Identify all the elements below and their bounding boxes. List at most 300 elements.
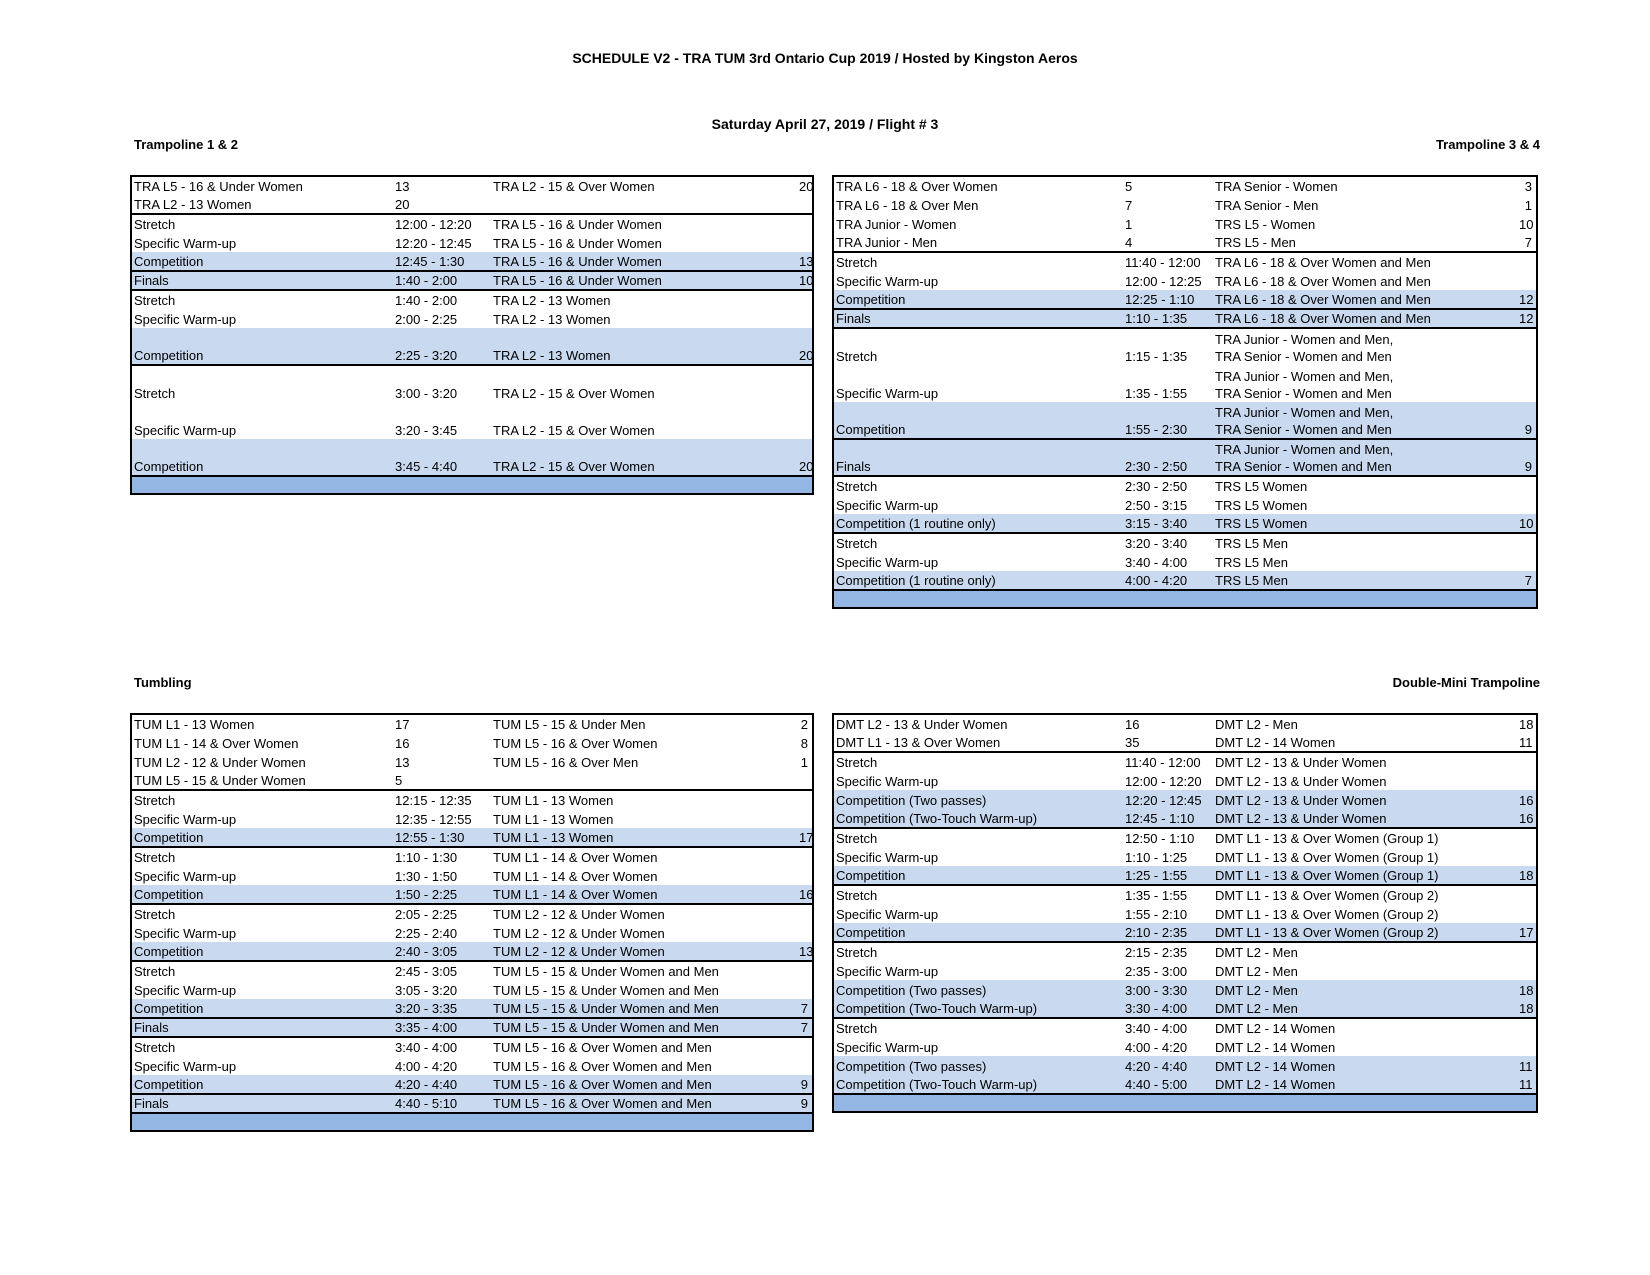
phase-cell: Stretch	[833, 942, 1123, 961]
event-cell: TUM L1 - 14 & Over Women	[491, 885, 797, 904]
event-cell: TRA L2 - 13 Women	[491, 328, 797, 365]
schedule-row	[833, 476, 1537, 495]
phase-cell: Competition (1 routine only)	[833, 571, 1123, 590]
athlete-count: 12	[1517, 309, 1537, 328]
header-row	[131, 771, 813, 790]
schedule-row	[833, 961, 1537, 980]
event-cell: DMT L2 - 14 Women	[1215, 1040, 1336, 1055]
athlete-count	[797, 309, 813, 328]
event-line-2: TRA Senior - Women and Men	[1215, 349, 1392, 364]
event-cell: TRA L5 - 16 & Under Women	[491, 252, 797, 271]
footer-cell	[1213, 1094, 1517, 1112]
footer-cell	[1123, 590, 1213, 608]
header-event: TRS L5 - Women	[1215, 217, 1316, 232]
phase-cell: Stretch	[833, 252, 1123, 271]
phase-cell: Stretch	[833, 828, 1123, 847]
header-count: 3	[1524, 179, 1532, 194]
schedule-row	[833, 271, 1537, 290]
header-event: TRS L5 - Men	[1215, 235, 1296, 250]
phase-cell: Specific Warm-up	[134, 869, 237, 884]
header-count: 1	[1125, 217, 1133, 232]
header-count: 35	[1125, 735, 1140, 750]
phase-cell: Competition	[131, 828, 393, 847]
phase-cell: Competition	[131, 1075, 393, 1094]
phase-cell: Competition	[131, 942, 393, 961]
schedule-row	[833, 309, 1537, 328]
event-line-1: TRA Junior - Women and Men,	[1215, 442, 1394, 457]
header-event: TRA L6 - 18 & Over Men	[836, 198, 979, 213]
time-cell: 2:30 - 2:50	[1123, 439, 1213, 476]
event-cell: DMT L2 - Men	[1213, 980, 1517, 999]
time-cell: 3:05 - 3:20	[395, 983, 458, 998]
phase-cell: Finals	[833, 439, 1123, 476]
phase-cell: Specific Warm-up	[836, 498, 939, 513]
athlete-count	[1517, 533, 1537, 552]
header-event: TRA Junior - Men	[836, 235, 938, 250]
schedule-row	[833, 771, 1537, 790]
athlete-count	[797, 365, 813, 402]
phase-cell: Specific Warm-up	[134, 1059, 237, 1074]
schedule-row	[131, 790, 813, 809]
event-cell: TUM L5 - 15 & Under Women and Men	[491, 1018, 797, 1037]
time-cell: 3:00 - 3:20	[393, 365, 491, 402]
athlete-count	[1517, 752, 1537, 771]
athlete-count: 11	[1517, 1056, 1537, 1075]
event-cell: TRA L6 - 18 & Over Women and Men	[1213, 290, 1517, 309]
time-cell: 1:25 - 1:55	[1123, 866, 1213, 885]
event-cell: TRA L2 - 13 Women	[491, 290, 797, 309]
header-count: 1	[1524, 198, 1532, 213]
athlete-count	[797, 1056, 813, 1075]
header-row	[131, 176, 813, 195]
table-footer-band	[131, 1113, 813, 1131]
schedule-row	[131, 885, 813, 904]
athlete-count	[1517, 847, 1537, 866]
athlete-count: 9	[1517, 402, 1537, 439]
phase-cell: Stretch	[833, 533, 1123, 552]
phase-cell: Competition (Two passes)	[833, 790, 1123, 809]
event-cell: TRS L5 Women	[1213, 514, 1517, 533]
schedule-row	[833, 514, 1537, 533]
athlete-count: 9	[1517, 439, 1537, 476]
event-cell	[1213, 402, 1517, 439]
table-footer-band	[833, 590, 1537, 608]
athlete-count	[1517, 271, 1537, 290]
athlete-count: 16	[799, 887, 813, 902]
event-cell: TUM L5 - 16 & Over Women and Men	[491, 1037, 797, 1056]
athlete-count: 10	[799, 273, 813, 288]
schedule-row	[131, 828, 813, 847]
footer-cell	[833, 590, 1123, 608]
event-cell: TRS L5 Women	[1213, 476, 1517, 495]
schedule-row	[131, 847, 813, 866]
phase-cell: Specific Warm-up	[134, 312, 237, 327]
athlete-count	[797, 904, 813, 923]
schedule-row	[833, 847, 1537, 866]
schedule-row	[833, 1037, 1537, 1056]
table-footer-band	[833, 1094, 1537, 1112]
phase-cell: Competition	[833, 923, 1123, 942]
athlete-count: 17	[1517, 923, 1537, 942]
time-cell: 12:45 - 1:10	[1123, 809, 1213, 828]
header-row	[131, 714, 813, 733]
athlete-count: 20	[797, 328, 813, 365]
time-cell: 1:50 - 2:25	[393, 885, 491, 904]
schedule-row	[833, 495, 1537, 514]
time-cell: 3:30 - 4:00	[1123, 999, 1213, 1018]
time-cell: 12:25 - 1:10	[1123, 290, 1213, 309]
header-event: TUM L5 - 16 & Over Women	[493, 736, 658, 751]
event-cell: TRA L5 - 16 & Under Women	[493, 236, 662, 251]
phase-cell: Specific Warm-up	[836, 1040, 939, 1055]
header-event: TUM L5 - 15 & Under Women	[134, 773, 306, 788]
phase-cell: Specific Warm-up	[836, 850, 939, 865]
time-cell: 1:40 - 2:00	[393, 271, 491, 290]
phase-cell: Finals	[131, 1094, 393, 1113]
event-cell: TRA L2 - 15 & Over Women	[491, 365, 797, 402]
time-cell: 2:10 - 2:35	[1123, 923, 1213, 942]
time-cell: 4:00 - 4:20	[1123, 571, 1213, 590]
schedule-row	[833, 885, 1537, 904]
schedule-row	[131, 1056, 813, 1075]
time-cell: 2:05 - 2:25	[393, 904, 491, 923]
event-cell	[1213, 365, 1517, 402]
event-cell: TUM L2 - 12 & Under Women	[493, 926, 665, 941]
phase-cell: Stretch	[833, 328, 1123, 365]
time-cell: 2:30 - 2:50	[1123, 476, 1213, 495]
event-cell: DMT L1 - 13 & Over Women (Group 2)	[1215, 907, 1439, 922]
schedule-row	[131, 233, 813, 252]
schedule-row	[131, 904, 813, 923]
schedule-row	[131, 439, 813, 476]
time-cell: 2:45 - 3:05	[393, 961, 491, 980]
schedule-row	[833, 571, 1537, 590]
event-cell: TRS L5 Men	[1215, 555, 1288, 570]
time-cell: 3:20 - 3:35	[393, 999, 491, 1018]
event-cell: TRA L2 - 13 Women	[493, 312, 611, 327]
header-count: 7	[1125, 198, 1133, 213]
event-cell: TUM L1 - 13 Women	[491, 790, 797, 809]
time-cell: 4:00 - 4:20	[395, 1059, 458, 1074]
schedule-row	[131, 999, 813, 1018]
phase-cell: Finals	[833, 309, 1123, 328]
schedule-row	[833, 328, 1537, 365]
athlete-count	[1517, 476, 1537, 495]
phase-cell: Competition (Two passes)	[833, 980, 1123, 999]
event-cell: TUM L2 - 12 & Under Women	[491, 904, 797, 923]
time-cell: 3:40 - 4:00	[393, 1037, 491, 1056]
header-event: TUM L2 - 12 & Under Women	[134, 755, 306, 770]
event-cell: DMT L1 - 13 & Over Women (Group 2)	[1213, 885, 1517, 904]
section-label-trampoline-1-2: Trampoline 1 & 2	[134, 137, 239, 152]
event-cell: TRA L6 - 18 & Over Women and Men	[1215, 274, 1431, 289]
athlete-count: 17	[799, 830, 813, 845]
schedule-row	[833, 809, 1537, 828]
time-cell: 12:45 - 1:30	[393, 252, 491, 271]
header-count: 18	[1519, 717, 1534, 732]
time-cell: 3:15 - 3:40	[1123, 514, 1213, 533]
phase-cell: Specific Warm-up	[134, 983, 237, 998]
schedule-row	[833, 904, 1537, 923]
header-row	[833, 214, 1537, 233]
phase-cell: Specific Warm-up	[836, 274, 939, 289]
phase-cell: Competition	[131, 252, 393, 271]
phase-cell: Competition	[131, 999, 393, 1018]
schedule-row	[833, 439, 1537, 476]
phase-cell: Competition	[131, 439, 393, 476]
athlete-count: 18	[1517, 866, 1537, 885]
header-row	[833, 195, 1537, 214]
time-cell: 3:20 - 3:40	[1123, 533, 1213, 552]
schedule-row	[131, 328, 813, 365]
header-row	[833, 733, 1537, 752]
athlete-count	[797, 961, 813, 980]
header-event: DMT L2 - 13 & Under Women	[836, 717, 1008, 732]
header-count	[797, 195, 813, 214]
header-event: TUM L5 - 16 & Over Men	[493, 755, 639, 770]
header-count: 4	[1125, 235, 1133, 250]
schedule-row	[131, 961, 813, 980]
footer-cell	[131, 476, 393, 494]
schedule-row	[131, 1094, 813, 1113]
event-cell: TRA L6 - 18 & Over Women and Men	[1213, 252, 1517, 271]
time-cell: 3:00 - 3:30	[1123, 980, 1213, 999]
time-cell: 1:35 - 1:55	[1125, 386, 1188, 401]
schedule-row	[131, 809, 813, 828]
time-cell: 12:20 - 12:45	[395, 236, 472, 251]
schedule-row	[131, 1018, 813, 1037]
time-cell: 2:40 - 3:05	[393, 942, 491, 961]
athlete-count: 9	[797, 1075, 813, 1094]
schedule-row	[131, 214, 813, 233]
header-count: 17	[395, 717, 410, 732]
event-cell: TUM L1 - 13 Women	[493, 812, 614, 827]
header-row	[833, 714, 1537, 733]
time-cell: 1:30 - 1:50	[395, 869, 458, 884]
event-cell: TUM L5 - 15 & Under Women and Men	[491, 961, 797, 980]
phase-cell: Stretch	[131, 290, 393, 309]
time-cell: 3:40 - 4:00	[1123, 1018, 1213, 1037]
footer-cell	[393, 476, 491, 494]
schedule-row	[833, 252, 1537, 271]
athlete-count	[1517, 328, 1537, 365]
time-cell: 2:00 - 2:25	[395, 312, 458, 327]
schedule-row	[833, 1056, 1537, 1075]
phase-cell: Specific Warm-up	[836, 386, 939, 401]
phase-cell: Competition	[833, 402, 1123, 439]
footer-cell	[393, 1113, 491, 1131]
header-row	[833, 233, 1537, 252]
athlete-count: 12	[1517, 290, 1537, 309]
header-event: DMT L2 - 14 Women	[1215, 735, 1336, 750]
header-event: TUM L5 - 15 & Under Men	[493, 717, 646, 732]
header-event: DMT L1 - 13 & Over Women	[836, 735, 1001, 750]
time-cell: 2:25 - 3:20	[393, 328, 491, 365]
event-cell: TRA L5 - 16 & Under Women	[491, 214, 797, 233]
event-cell: DMT L1 - 13 & Over Women (Group 2)	[1213, 923, 1517, 942]
phase-cell: Stretch	[833, 476, 1123, 495]
time-cell: 12:00 - 12:20	[1125, 774, 1202, 789]
event-cell: TUM L5 - 16 & Over Women and Men	[491, 1094, 797, 1113]
phase-cell: Stretch	[833, 885, 1123, 904]
time-cell: 2:35 - 3:00	[1125, 964, 1188, 979]
time-cell: 12:50 - 1:10	[1123, 828, 1213, 847]
time-cell: 1:40 - 2:00	[393, 290, 491, 309]
athlete-count	[1517, 961, 1537, 980]
athlete-count	[797, 809, 813, 828]
section-label-double-mini: Double-Mini Trampoline	[1392, 675, 1540, 690]
header-event: TRA Senior - Women	[1215, 179, 1338, 194]
schedule-row	[833, 790, 1537, 809]
header-row	[131, 195, 813, 214]
event-cell: DMT L1 - 13 & Over Women (Group 1)	[1213, 866, 1517, 885]
time-cell: 4:40 - 5:10	[393, 1094, 491, 1113]
phase-cell: Specific Warm-up	[836, 555, 939, 570]
header-row	[833, 176, 1537, 195]
schedule-table-tumbling	[130, 713, 814, 1132]
schedule-row	[833, 533, 1537, 552]
header-count: 10	[1519, 217, 1534, 232]
schedule-row	[833, 866, 1537, 885]
athlete-count: 7	[797, 1018, 813, 1037]
schedule-table-trampoline-1-2	[130, 175, 814, 495]
athlete-count	[797, 402, 813, 439]
phase-cell: Competition	[131, 885, 393, 904]
athlete-count	[797, 866, 813, 885]
time-cell: 12:20 - 12:45	[1123, 790, 1213, 809]
schedule-row	[131, 980, 813, 999]
event-cell: DMT L2 - 14 Women	[1213, 1075, 1517, 1094]
time-cell: 2:15 - 2:35	[1123, 942, 1213, 961]
schedule-row	[833, 552, 1537, 571]
header-event: TRA Senior - Men	[1215, 198, 1319, 213]
time-cell: 1:10 - 1:35	[1123, 309, 1213, 328]
athlete-count: 9	[797, 1094, 813, 1113]
event-cell: DMT L2 - Men	[1213, 999, 1517, 1018]
athlete-count	[797, 790, 813, 809]
athlete-count: 13	[799, 254, 813, 269]
athlete-count	[1517, 1037, 1537, 1056]
schedule-row	[833, 1075, 1537, 1094]
time-cell: 12:15 - 12:35	[393, 790, 491, 809]
athlete-count	[1517, 885, 1537, 904]
athlete-count: 18	[1517, 980, 1537, 999]
phase-cell: Stretch	[131, 847, 393, 866]
event-cell: DMT L2 - 13 & Under Women	[1215, 774, 1387, 789]
time-cell: 1:10 - 1:30	[393, 847, 491, 866]
header-count: 5	[395, 773, 403, 788]
header-event: TUM L1 - 13 Women	[134, 717, 255, 732]
athlete-count	[797, 923, 813, 942]
phase-cell: Competition (Two passes)	[833, 1056, 1123, 1075]
footer-cell	[1517, 1094, 1537, 1112]
footer-cell	[1123, 1094, 1213, 1112]
athlete-count	[1517, 252, 1537, 271]
header-count: 13	[395, 755, 410, 770]
time-cell: 11:40 - 12:00	[1123, 752, 1213, 771]
event-cell: TRA L2 - 15 & Over Women	[491, 439, 797, 476]
phase-cell: Specific Warm-up	[134, 423, 237, 438]
phase-cell: Stretch	[131, 961, 393, 980]
athlete-count	[797, 980, 813, 999]
event-cell: TRA L2 - 15 & Over Women	[493, 423, 655, 438]
header-count: 1	[800, 755, 808, 770]
schedule-row	[131, 866, 813, 885]
athlete-count	[1517, 942, 1537, 961]
athlete-count	[1517, 771, 1537, 790]
phase-cell: Competition (Two-Touch Warm-up)	[833, 809, 1123, 828]
phase-cell: Competition (Two-Touch Warm-up)	[833, 1075, 1123, 1094]
schedule-row	[833, 942, 1537, 961]
footer-cell	[833, 1094, 1123, 1112]
schedule-table-double-mini	[832, 713, 1538, 1113]
event-cell: DMT L2 - 13 & Under Women	[1213, 752, 1517, 771]
time-cell: 4:20 - 4:40	[393, 1075, 491, 1094]
footer-cell	[797, 1113, 813, 1131]
schedule-row	[131, 309, 813, 328]
event-cell: TUM L1 - 14 & Over Women	[491, 847, 797, 866]
time-cell: 1:35 - 1:55	[1123, 885, 1213, 904]
athlete-count	[797, 290, 813, 309]
time-cell: 4:20 - 4:40	[1123, 1056, 1213, 1075]
schedule-row	[131, 252, 813, 271]
time-cell: 2:25 - 2:40	[395, 926, 458, 941]
event-line-1: TRA Junior - Women and Men,	[1215, 405, 1394, 420]
event-cell: TRS L5 Men	[1213, 533, 1517, 552]
time-cell: 4:40 - 5:00	[1123, 1075, 1213, 1094]
section-label-tumbling: Tumbling	[134, 675, 192, 690]
schedule-row	[131, 923, 813, 942]
event-line-2: TRA Senior - Women and Men	[1215, 459, 1392, 474]
event-cell: TUM L5 - 16 & Over Women and Men	[491, 1075, 797, 1094]
header-count: 7	[1524, 235, 1532, 250]
event-cell: TRA L5 - 16 & Under Women	[491, 271, 797, 290]
time-cell: 3:20 - 3:45	[395, 423, 458, 438]
athlete-count	[797, 847, 813, 866]
event-cell: TUM L1 - 14 & Over Women	[493, 869, 658, 884]
table-footer-band	[131, 476, 813, 494]
phase-cell: Stretch	[131, 904, 393, 923]
phase-cell: Specific Warm-up	[134, 926, 237, 941]
athlete-count: 7	[1517, 571, 1537, 590]
schedule-row	[131, 290, 813, 309]
schedule-row	[833, 365, 1537, 402]
header-row	[131, 733, 813, 752]
schedule-row	[131, 1037, 813, 1056]
header-count: 16	[395, 736, 410, 751]
phase-cell: Stretch	[833, 1018, 1123, 1037]
phase-cell: Stretch	[131, 365, 393, 402]
athlete-count	[1517, 365, 1537, 402]
header-count: 8	[800, 736, 808, 751]
phase-cell: Specific Warm-up	[134, 812, 237, 827]
event-cell: DMT L2 - Men	[1215, 964, 1298, 979]
time-cell: 1:55 - 2:30	[1123, 402, 1213, 439]
header-event: TRA Junior - Women	[836, 217, 957, 232]
header-event: TRA L6 - 18 & Over Women	[836, 179, 998, 194]
phase-cell: Competition	[833, 866, 1123, 885]
header-count: 11	[1519, 735, 1533, 750]
time-cell: 3:45 - 4:40	[393, 439, 491, 476]
event-cell: TUM L5 - 15 & Under Women and Men	[493, 983, 719, 998]
footer-cell	[131, 1113, 393, 1131]
header-event	[491, 195, 797, 214]
phase-cell: Stretch	[131, 214, 393, 233]
phase-cell: Specific Warm-up	[836, 774, 939, 789]
event-line-2: TRA Senior - Women and Men	[1215, 386, 1392, 401]
event-cell: TRS L5 Men	[1213, 571, 1517, 590]
page-subtitle: Saturday April 27, 2019 / Flight # 3	[711, 116, 939, 132]
